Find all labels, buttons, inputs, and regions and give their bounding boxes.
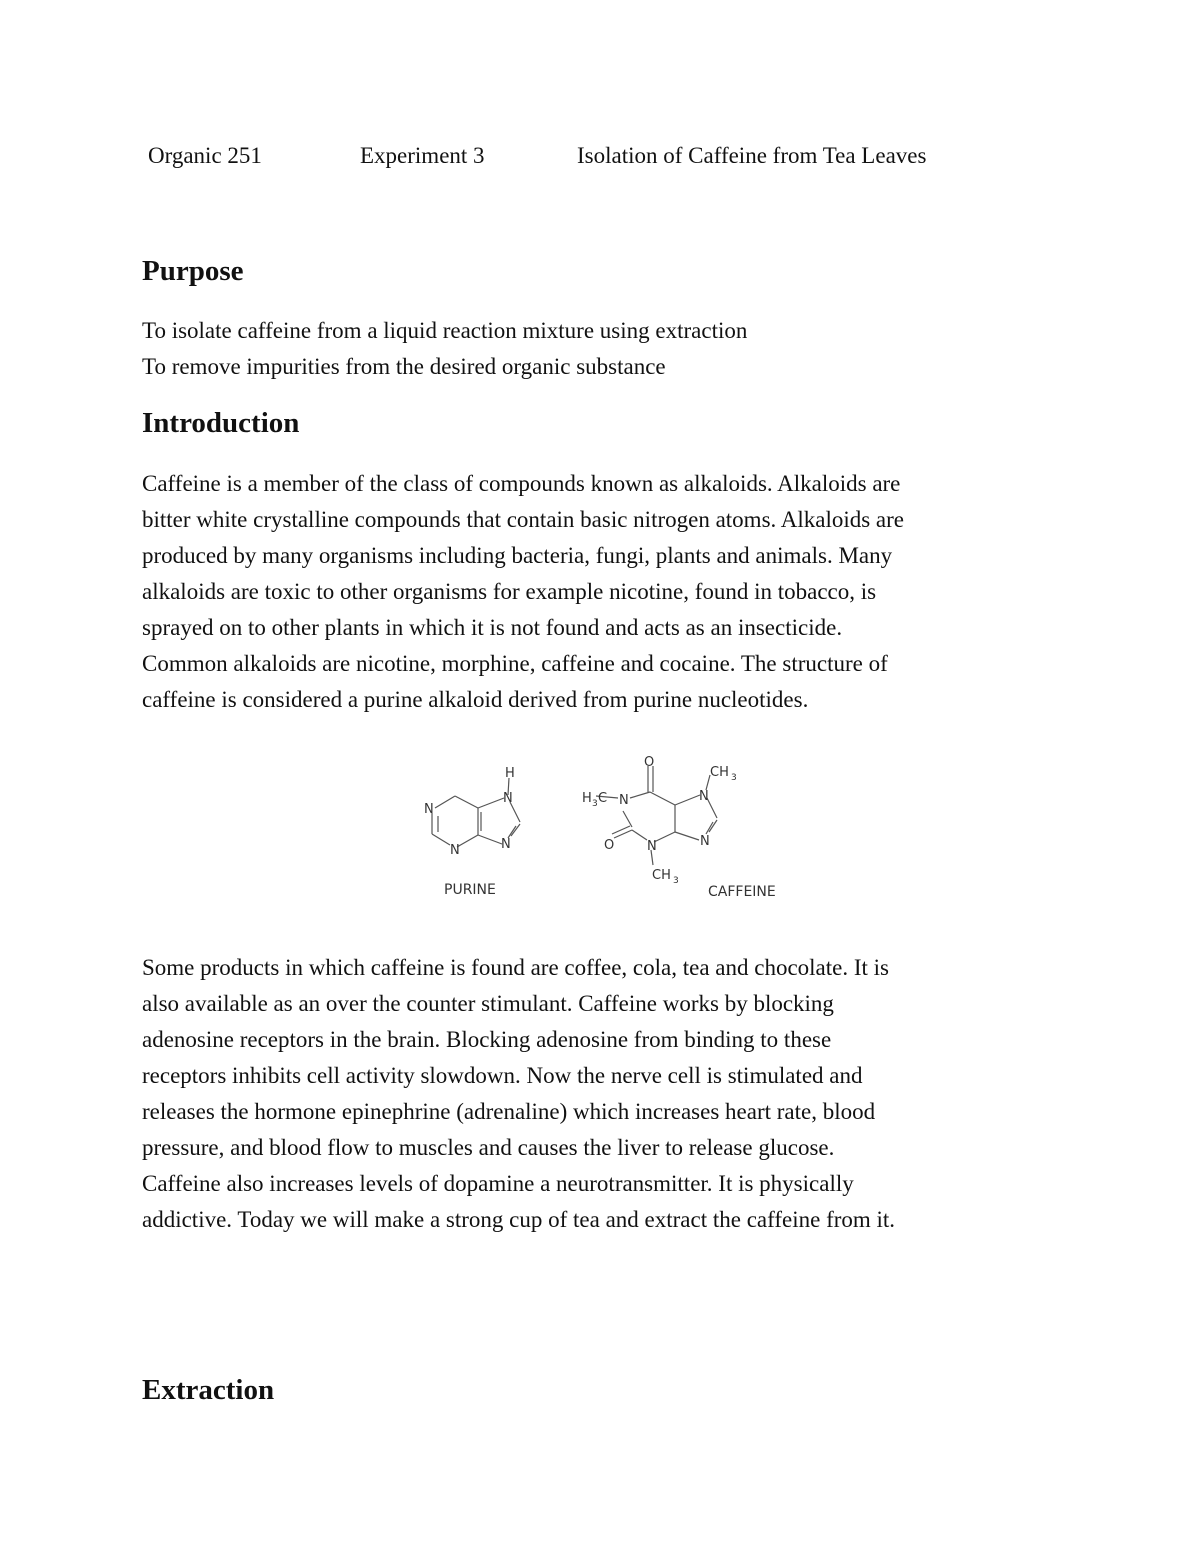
- caffeine-atom-n: N: [700, 834, 710, 849]
- structures-figure: [410, 750, 810, 910]
- introduction-line: bitter white crystalline compounds that contain basic nitrogen atoms. Alkaloids are: [142, 507, 905, 532]
- products-line: Caffeine also increases levels of dopamine a neurotransmitter. It is physically: [142, 1171, 854, 1196]
- products-line: also available as an over the counter stimulant. Caffeine works by blocking: [142, 991, 834, 1016]
- caffeine-methyl-sub: 3: [673, 876, 679, 886]
- products-line: pressure, and blood flow to muscles and causes the liver to release glucose.: [142, 1135, 835, 1160]
- introduction-heading: Introduction: [142, 407, 300, 439]
- caffeine-methyl-ch: CH: [710, 765, 729, 780]
- purpose-heading: Purpose: [142, 255, 244, 287]
- purpose-line: To remove impurities from the desired organic substance: [142, 354, 666, 379]
- introduction-line: alkaloids are toxic to other organisms for example nicotine, found in tobacco, is: [142, 579, 877, 604]
- caffeine-methyl-sub: 3: [592, 799, 598, 809]
- introduction-line: caffeine is considered a purine alkaloid derived from purine nucleotides.: [142, 687, 809, 712]
- caffeine-methyl-c: C: [598, 791, 608, 806]
- caffeine-atom-o: O: [604, 838, 615, 853]
- caffeine-atom-n: N: [699, 789, 709, 804]
- course-name: Organic 251: [148, 143, 262, 168]
- introduction-line: Caffeine is a member of the class of compounds known as alkaloids. Alkaloids are: [142, 471, 901, 496]
- purine-atom-n: N: [503, 791, 513, 806]
- experiment-title: Isolation of Caffeine from Tea Leaves: [577, 143, 927, 168]
- caffeine-atom-o: O: [644, 755, 655, 770]
- experiment-number: Experiment 3: [360, 143, 485, 168]
- extraction-heading: Extraction: [142, 1374, 275, 1406]
- purine-label: PURINE: [444, 882, 496, 898]
- introduction-line: sprayed on to other plants in which it is not found and acts as an insecticide.: [142, 615, 843, 640]
- products-line: adenosine receptors in the brain. Blocking adenosine from binding to these: [142, 1027, 832, 1052]
- products-line: addictive. Today we will make a strong cup of tea and extract the caffeine from it.: [142, 1207, 896, 1232]
- products-line: receptors inhibits cell activity slowdown. Now the nerve cell is stimulated and: [142, 1063, 863, 1088]
- purine-atom-h: H: [505, 766, 515, 781]
- caffeine-atom-n: N: [647, 839, 657, 854]
- purine-atom-n: N: [450, 843, 460, 858]
- caffeine-atom-n: N: [619, 793, 629, 808]
- structures-svg: [410, 750, 810, 910]
- purine-atom-n: N: [501, 837, 511, 852]
- purine-atom-n: N: [424, 802, 434, 817]
- introduction-line: Common alkaloids are nicotine, morphine, caffeine and cocaine. The structure of: [142, 651, 888, 676]
- introduction-line: produced by many organisms including bacteria, fungi, plants and animals. Many: [142, 543, 893, 568]
- caffeine-methyl-sub: 3: [731, 773, 737, 783]
- caffeine-methyl-h: H: [582, 791, 592, 806]
- products-line: Some products in which caffeine is found are coffee, cola, tea and chocolate. It is: [142, 955, 890, 980]
- caffeine-methyl-ch: CH: [652, 868, 671, 883]
- caffeine-label: CAFFEINE: [708, 884, 776, 900]
- products-line: releases the hormone epinephrine (adrenaline) which increases heart rate, blood: [142, 1099, 876, 1124]
- purpose-line: To isolate caffeine from a liquid reaction mixture using extraction: [142, 318, 748, 343]
